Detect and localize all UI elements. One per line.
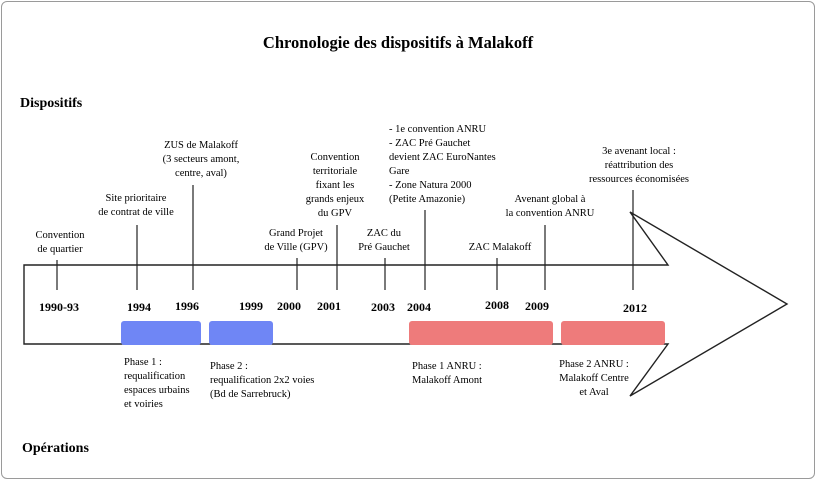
event-label-3e-avenant: 3e avenant local : réattribution des ressources économisées bbox=[588, 146, 690, 185]
year-label: 2000 bbox=[277, 299, 301, 313]
event-label-avenant-global: Avenant global à la convention ANRU bbox=[505, 194, 595, 219]
diagram-title: Chronologie des dispositifs à Malakoff bbox=[262, 33, 534, 52]
year-label: 2009 bbox=[525, 299, 549, 313]
event-label-anru-2004: - 1e convention ANRU - ZAC Pré Gauchet devient ZAC EuroNantes Gare - Zone Natura 2000 (Petite Amazonie) bbox=[389, 124, 496, 205]
year-label: 2008 bbox=[485, 298, 509, 312]
phase-bar-2 bbox=[209, 321, 273, 345]
event-label-site-prioritaire: Site prioritaire de contrat de ville bbox=[98, 193, 174, 218]
year-label: 2001 bbox=[317, 299, 341, 313]
phase-bar-anru-2 bbox=[561, 321, 665, 345]
event-label-zac-pre-gauchet: ZAC du Pré Gauchet bbox=[358, 228, 410, 253]
event-label-gpv: Grand Projet de Ville (GPV) bbox=[264, 228, 328, 253]
phase-bar-anru-1 bbox=[409, 321, 553, 345]
year-label: 1990-93 bbox=[39, 300, 79, 314]
event-label-convention-territoriale: Convention territoriale fixant les grands enjeux du GPV bbox=[305, 152, 365, 219]
year-label: 2003 bbox=[371, 300, 395, 314]
year-label: 2012 bbox=[623, 301, 647, 315]
event-label-zac-malakoff: ZAC Malakoff bbox=[468, 242, 532, 253]
year-label: 1999 bbox=[239, 299, 263, 313]
section-operations: Opérations bbox=[22, 441, 89, 456]
section-dispositifs: Dispositifs bbox=[20, 96, 83, 111]
phase-label-anru-1: Phase 1 ANRU : Malakoff Amont bbox=[412, 361, 483, 386]
phase-label-1: Phase 1 : requalification espaces urbains et voiries bbox=[124, 357, 190, 410]
year-label: 1994 bbox=[127, 300, 151, 314]
event-label-convention-quartier: Convention de quartier bbox=[35, 230, 85, 255]
phase-label-2: Phase 2 : requalification 2x2 voies (Bd de Sarrebruck) bbox=[210, 361, 315, 400]
event-label-zus: ZUS de Malakoff (3 secteurs amont, centre, aval) bbox=[162, 140, 240, 179]
year-label: 2004 bbox=[407, 300, 431, 314]
phase-label-anru-2: Phase 2 ANRU : Malakoff Centre et Aval bbox=[559, 359, 629, 398]
phase-bar-1 bbox=[121, 321, 201, 345]
year-label: 1996 bbox=[175, 299, 199, 313]
